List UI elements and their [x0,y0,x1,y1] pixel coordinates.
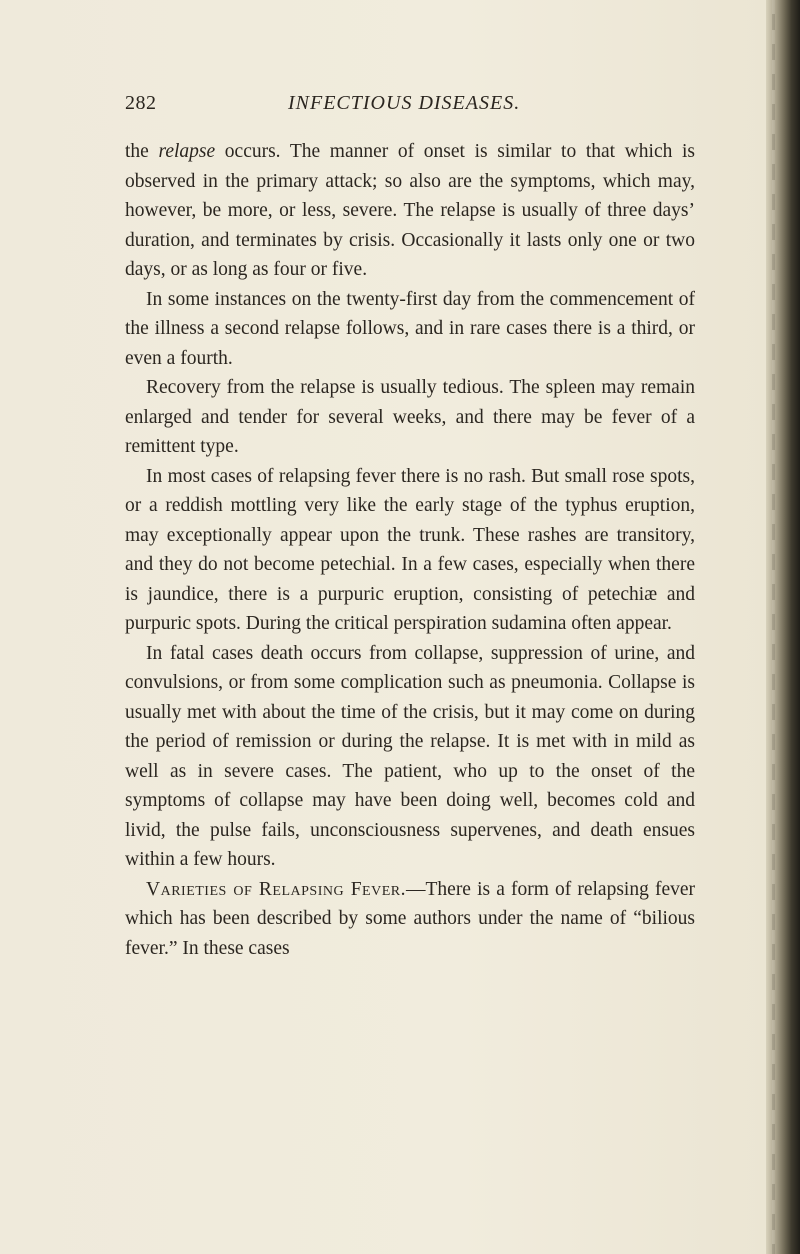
paragraph-relapse-onset [125,137,695,285]
italic-term: relapse [158,141,216,162]
paragraph-text: In most cases of relapsing fever there is no rash. But small rose spots, or a reddish mottling very like the early stage of the typhus eruption, may exceptionally appear upon the trunk. These rashes are transitory, and they do not become petechial. In a few cases, especially when there is jaundice, there is a purpuric eruption, consisting of petechiæ and purpuric spots. During the critical perspiration sudamina often appear. [125,465,695,634]
paragraph-text: occurs. The manner of onset is similar to that which is observed in the primary attack; so also are the symptoms, which may, however, be more, or less, severe. The relapse is usually of three days’ duration, and terminates by crisis. Occasionally it lasts only one or two days, or as long as four or five. [125,141,696,280]
paragraph-varieties [125,875,695,964]
running-head: INFECTIOUS DISEASES. [288,92,521,114]
paragraph-text: —There is a form of relapsing fever which has been described by some authors under the name of “bilious fever.” In these cases [125,878,695,959]
paragraph-text: Recovery from the relapse is usually tedious. The spleen may remain enlarged and tender for several weeks, and there may be fever of a remittent type. [125,377,695,457]
paragraph-text: In some instances on the twenty-first day from the commencement of the illness a second relapse follows, and in rare cases there is a third, or even a fourth. [125,288,695,369]
book-spine-edge [766,0,800,1254]
paragraph-recovery [125,373,695,462]
page-number: 282 [125,92,157,114]
page-header [0,92,768,122]
body-text [125,137,695,963]
paragraph-text: In fatal cases death occurs from collapse, suppression of urine, and convulsions, or from some complication such as pneumonia. Collapse is usually met with about the time of the crisis, but it may come on during the period of remission or during the relapse. It is met with in mild as well as in severe cases. The patient, who up to the onset of the symptoms of collapse may have been doing well, becomes cold and livid, the pulse fails, unconsciousness supervenes, and death ensues within a few hours. [125,642,695,870]
paragraph-lead: the [125,141,159,162]
paragraph-fatal-cases [125,639,695,875]
paragraph-second-relapse [125,285,695,374]
section-heading-inline: Varieties of Relapsing Fever. [146,878,406,900]
paragraph-rash [125,462,695,639]
